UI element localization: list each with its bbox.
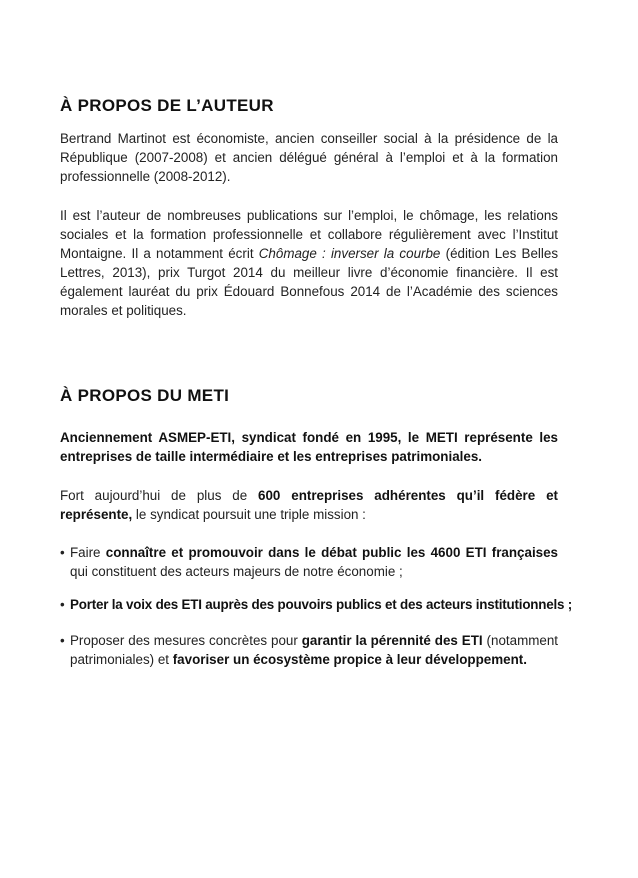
bullet-3-highlight-1: garantir la pérennité des ETI xyxy=(301,633,483,648)
book-title: Chômage : inverser la courbe xyxy=(258,246,441,261)
meti-mission-text-1: Fort aujourd’hui de plus de xyxy=(60,488,259,503)
meti-members-highlight: 600 entreprises adhérentes qu’il fédère et représente, xyxy=(60,488,558,522)
mission-bullet-2 xyxy=(60,595,573,614)
author-publications-text-2: (édition Les Belles Lettres, 2013), prix Turgot 2014 du meilleur livre d’économie financière. Il est également lauréat du prix Édouard Bonnefous 2014 de l’Académie des sciences morales et politiques. xyxy=(60,246,559,318)
meti-intro-paragraph: Anciennement ASMEP-ETI, syndicat fondé en 1995, le METI représente les entreprises de taille intermédiaire et les entreprises patrimoniales. xyxy=(60,430,558,464)
meti-mission-text-2: le syndicat poursuit une triple mission : xyxy=(132,507,366,522)
bullet-2-text: Porter la voix des ETI auprès des pouvoirs publics et des acteurs institutionnels ; xyxy=(70,597,573,612)
bullet-1-text-b: qui constituent des acteurs majeurs de notre économie ; xyxy=(70,564,403,579)
meti-mission-paragraph xyxy=(60,486,558,524)
author-section-title: À PROPOS DE L’AUTEUR xyxy=(60,96,274,115)
bullet-1-text xyxy=(70,543,558,581)
bullet-icon: • xyxy=(60,633,65,648)
mission-bullet-1 xyxy=(60,543,558,581)
bullet-3-text-a: Proposer des mesures concrètes pour xyxy=(70,633,302,648)
bullet-3-text xyxy=(70,631,558,669)
bullet-3-highlight-2: favoriser un écosystème propice à leur développement. xyxy=(172,652,527,667)
bullet-icon: • xyxy=(60,597,65,612)
author-publications-paragraph xyxy=(60,206,558,320)
author-bio-paragraph: Bertrand Martinot est économiste, ancien conseiller social à la présidence de la République (2007-2008) et ancien délégué général à l’emploi et à la formation professionnelle (2008-2012). xyxy=(60,131,558,184)
bullet-1-highlight: connaître et promouvoir dans le débat public les 4600 ETI françaises xyxy=(105,545,559,560)
bullet-1-text-a: Faire xyxy=(70,545,106,560)
meti-section-title: À PROPOS DU METI xyxy=(60,386,230,405)
bullet-3-text-b: (notamment patrimoniales) et xyxy=(70,633,558,667)
mission-bullet-3 xyxy=(60,631,558,669)
author-publications-text-1: Il est l’auteur de nombreuses publications sur l’emploi, le chômage, les relations sociales et la formation professionnelle et collabore régulièrement avec l’Institut Montaigne. Il a notamment écrit xyxy=(60,208,558,261)
bullet-icon: • xyxy=(60,545,65,560)
